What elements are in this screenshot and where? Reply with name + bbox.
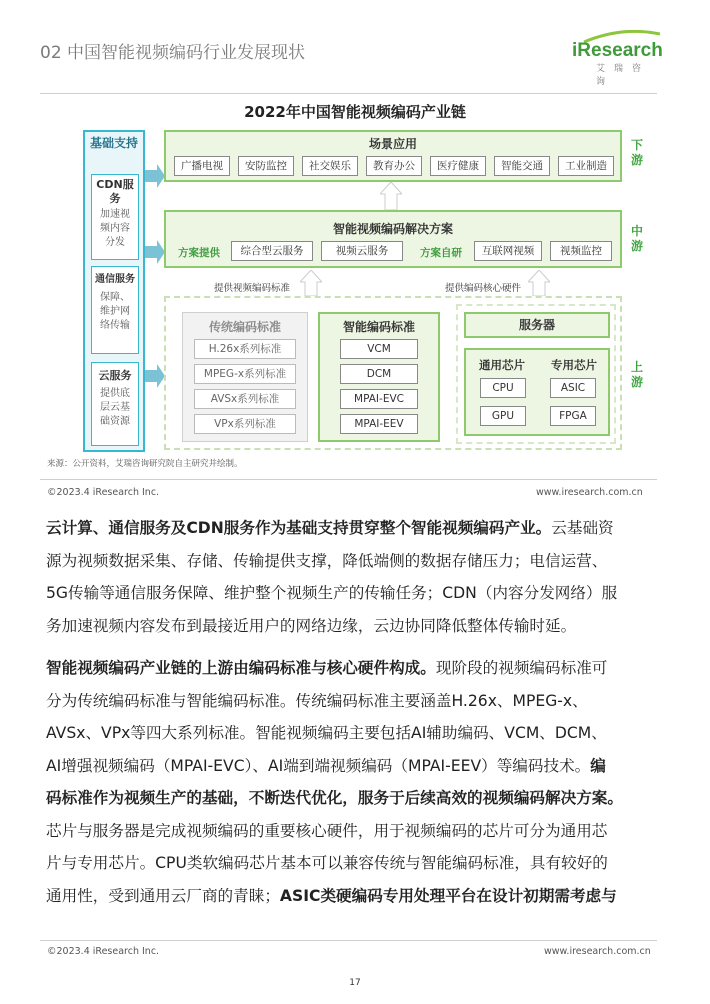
footer-copyright: ©2023.4 iResearch Inc. (47, 946, 160, 957)
scenario-item: 广播电视 (174, 156, 230, 176)
footer-url: www.iresearch.com.cn (544, 946, 651, 957)
server-title: 服务器 (518, 318, 555, 332)
paragraph-line: 片与专用芯片。CPU类软编码芯片基本可以兼容传统与智能编码标准，具有较好的 (46, 854, 608, 872)
general-chip-item: CPU (480, 378, 526, 398)
cloud-service-box (91, 362, 139, 446)
traditional-standard-item: VPx系列标准 (194, 414, 296, 434)
scenario-item: 教育办公 (366, 156, 422, 176)
traditional-standard-item: H.26x系列标准 (194, 339, 296, 359)
downstream-title: 场景应用 (368, 137, 417, 151)
paragraph-1 (46, 512, 666, 642)
traditional-standard-item: AVSx系列标准 (194, 389, 296, 409)
provide-hardware-label: 提供编码核心硬件 (445, 283, 522, 294)
mid-url: www.iresearch.com.cn (536, 487, 643, 498)
logo-text: iResearch (572, 40, 663, 61)
solution-provide-item: 视频云服务 (321, 241, 403, 261)
mid-copyright: ©2023.4 iResearch Inc. (47, 487, 160, 498)
solution-provide-item: 综合型云服务 (231, 241, 313, 261)
solution-provide-tag: 方案提供 (178, 247, 220, 259)
midstream-label: 中游 (630, 224, 643, 253)
arrow-up-icon (380, 182, 402, 210)
special-chip-item: FPGA (550, 406, 596, 426)
scenario-item: 社交娱乐 (302, 156, 358, 176)
smart-standard-item: MPAI-EVC (340, 389, 418, 409)
cdn-service-desc: 加速视频内容分发 (100, 209, 130, 248)
cdn-service-title: CDN服务 (96, 178, 134, 205)
smart-standard-title: 智能编码标准 (342, 320, 415, 334)
midstream-title: 智能视频编码解决方案 (332, 222, 453, 236)
header-divider (40, 93, 657, 94)
scenario-item: 医疗健康 (430, 156, 486, 176)
diagram-source: 来源：公开资料，艾瑞咨询研究院自主研究并绘制。 (47, 459, 243, 469)
paragraph-line: 务加速视频内容发布到最接近用户的网络边缘，云边协同降低整体传输时延。 (46, 616, 577, 635)
paragraph-2 (46, 652, 666, 912)
page-number: 17 (349, 978, 361, 988)
paragraph-line: 分为传统编码标准与智能编码标准。传统编码标准主要涵盖H.26x、MPEG-x、 (46, 691, 588, 710)
paragraph-line: 通用性，受到通用云厂商的青睐；ASIC类硬编码专用处理平台在设计初期需考虑与 (46, 886, 617, 905)
arrow-right-icon (145, 164, 165, 188)
downstream-label: 下游 (630, 138, 643, 167)
smart-standard-item: DCM (340, 364, 418, 384)
arrow-right-icon (145, 364, 165, 388)
downstream-items (172, 156, 618, 176)
paragraph-line: 源为视频数据采集、存储、传输提供支撑，降低端侧的数据存储压力；电信运营、 (46, 551, 608, 570)
cloud-service-title: 云服务 (98, 369, 132, 382)
arrow-right-icon (145, 240, 165, 264)
diagram-title: 2022年中国智能视频编码产业链 (244, 103, 466, 121)
smart-standard-item: VCM (340, 339, 418, 359)
comm-service-title: 通信服务 (95, 274, 135, 285)
smart-standard-item: MPAI-EEV (340, 414, 418, 434)
solution-self-tag: 方案自研 (420, 247, 462, 259)
mid-divider (40, 479, 657, 480)
logo-subtext: 艾瑞咨询 (596, 64, 651, 87)
comm-service-desc: 保障、维护网络传输 (100, 292, 130, 331)
general-chip-item: GPU (480, 406, 526, 426)
server-box (464, 312, 610, 338)
special-chip-title: 专用芯片 (551, 358, 597, 372)
special-chip-item: ASIC (550, 378, 596, 398)
paragraph-line: 云计算、通信服务及CDN服务作为基础支持贯穿整个智能视频编码产业。云基础资 (46, 519, 614, 537)
provide-standard-label: 提供视频编码标准 (214, 283, 291, 294)
arrow-up-icon (300, 270, 322, 296)
scenario-item: 工业制造 (558, 156, 614, 176)
paragraph-line: AI增强视频编码（MPAI-EVC）、AI端到端视频编码（MPAI-EEV）等编码技术。编 (46, 756, 606, 775)
solution-self-item: 互联网视频 (474, 241, 542, 261)
traditional-standard-title: 传统编码标准 (208, 320, 281, 334)
upstream-label: 上游 (630, 360, 643, 389)
paragraph-line: 智能视频编码产业链的上游由编码标准与核心硬件构成。现阶段的视频编码标准可 (46, 659, 608, 677)
iresearch-logo (572, 30, 663, 87)
cloud-service-desc: 提供底层云基础资源 (100, 388, 130, 427)
footer-divider (40, 940, 657, 941)
header-title: 02 中国智能视频编码行业发展现状 (40, 43, 306, 63)
paragraph-line: 码标准作为视频生产的基础，不断迭代优化，服务于后续高效的视频编码解决方案。 (46, 789, 623, 807)
paragraph-line: 芯片与服务器是完成视频编码的重要核心硬件，用于视频编码的芯片可分为通用芯 (46, 821, 608, 840)
traditional-standard-item: MPEG-x系列标准 (194, 364, 296, 384)
arrow-up-icon (528, 270, 550, 296)
paragraph-line: 5G传输等通信服务保障、维护整个视频生产的传输任务；CDN（内容分发网络）服 (46, 584, 618, 602)
paragraph-line: AVSx、VPx等四大系列标准。智能视频编码主要包括AI辅助编码、VCM、DCM、 (46, 724, 607, 742)
cdn-service-box (91, 174, 139, 260)
general-chip-title: 通用芯片 (479, 358, 525, 372)
solution-self-item: 视频监控 (550, 241, 612, 261)
scenario-item: 安防监控 (238, 156, 294, 176)
scenario-item: 智能交通 (494, 156, 550, 176)
base-support-title: 基础支持 (89, 136, 138, 150)
comm-service-box (91, 266, 139, 354)
